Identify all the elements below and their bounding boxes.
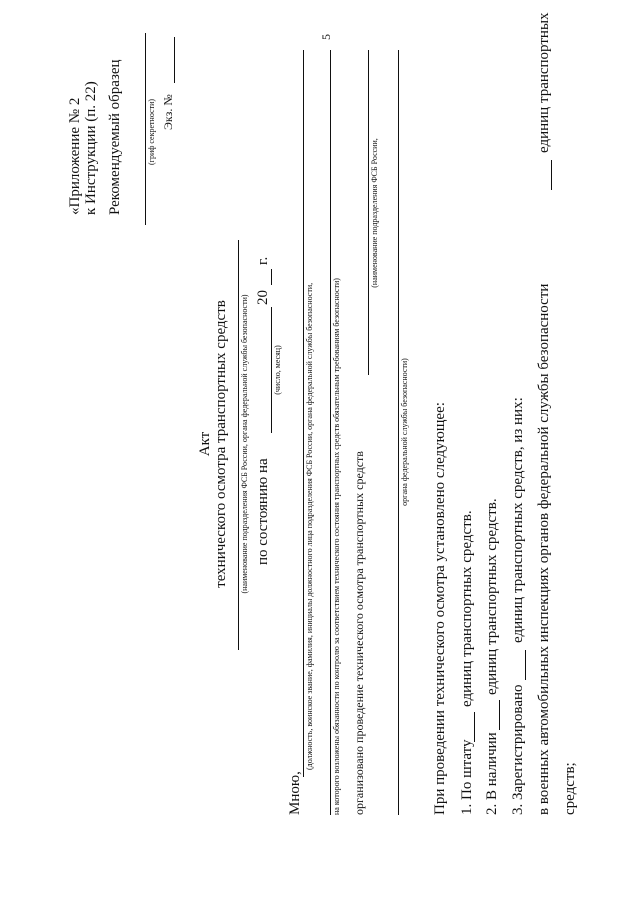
item-2-suffix: единиц транспортных средств.: [484, 498, 500, 695]
item-2-prefix: 2. В наличии: [484, 732, 500, 815]
recommended-sample: Рекомендуемый образец: [107, 59, 123, 215]
as-of-prefix: по состоянию на: [255, 458, 271, 565]
item-3a-suffix: единиц транспортных: [536, 12, 552, 153]
item-3-suffix: единиц транспортных средств, из них:: [510, 397, 526, 643]
official-line: [303, 50, 304, 777]
item-1-blank: [474, 712, 475, 742]
organ-line: [398, 50, 399, 815]
organ-hint: органа федеральной службы безопасности): [400, 358, 409, 506]
year-line: [271, 269, 272, 285]
subdivision-line: [238, 240, 239, 650]
item-1-suffix: единиц транспортных средств.: [459, 510, 475, 707]
copy-label: Экз. №: [161, 94, 175, 130]
organized-text: организовано проведение технического осмотра транспортных средств: [352, 451, 366, 815]
organizer-line: [368, 50, 369, 375]
appendix-line-1: «Приложение № 2: [67, 97, 83, 215]
title-line-2: технического осмотра транспортных средств: [213, 300, 229, 588]
date-line: [271, 307, 272, 433]
item-1-prefix: 1. По штату: [459, 739, 475, 815]
title-line-1: Акт: [197, 431, 213, 457]
item-3-prefix: 3. Зарегистрировано: [510, 684, 526, 815]
item-3a-blank: [551, 160, 552, 190]
secrecy-label: (гриф секретности): [147, 98, 156, 165]
copy-number-line: [174, 37, 175, 83]
duty-line-top: [330, 50, 331, 815]
official-hint: (должность, воинское звание, фамилия, инициалы должностного лица подразделения ФСБ России, органа федеральной службы безопасности,: [305, 282, 314, 770]
item-2-blank: [499, 700, 500, 730]
appendix-line-2: к Инструкции (п. 22): [83, 81, 99, 215]
established-text: При проведении технического осмотра установлено следующее:: [432, 402, 448, 815]
year-prefix: 20: [255, 290, 271, 305]
item-3-blank: [525, 650, 526, 680]
item-3a-prefix: в военных автомобильных инспекциях органов федеральной службы безопасности: [536, 283, 552, 815]
secrecy-line: [145, 33, 146, 225]
mnoyu-label: Мною,: [287, 771, 303, 815]
page-number: 5: [319, 34, 333, 40]
item-3a-end: средств;: [562, 762, 578, 815]
date-hint: (число, месяц): [273, 345, 282, 395]
subdivision-hint-2: (наименование подразделения ФСБ России,: [370, 138, 379, 288]
subdivision-hint: (наименование подразделения ФСБ России, органа федеральной службы безопасности): [240, 294, 249, 594]
year-suffix: г.: [255, 256, 271, 265]
duty-line-text: на которого возложены обязанности по контролю за соответствием технического состояния транспортных средств обязательным требованиям безопасности): [332, 278, 341, 815]
